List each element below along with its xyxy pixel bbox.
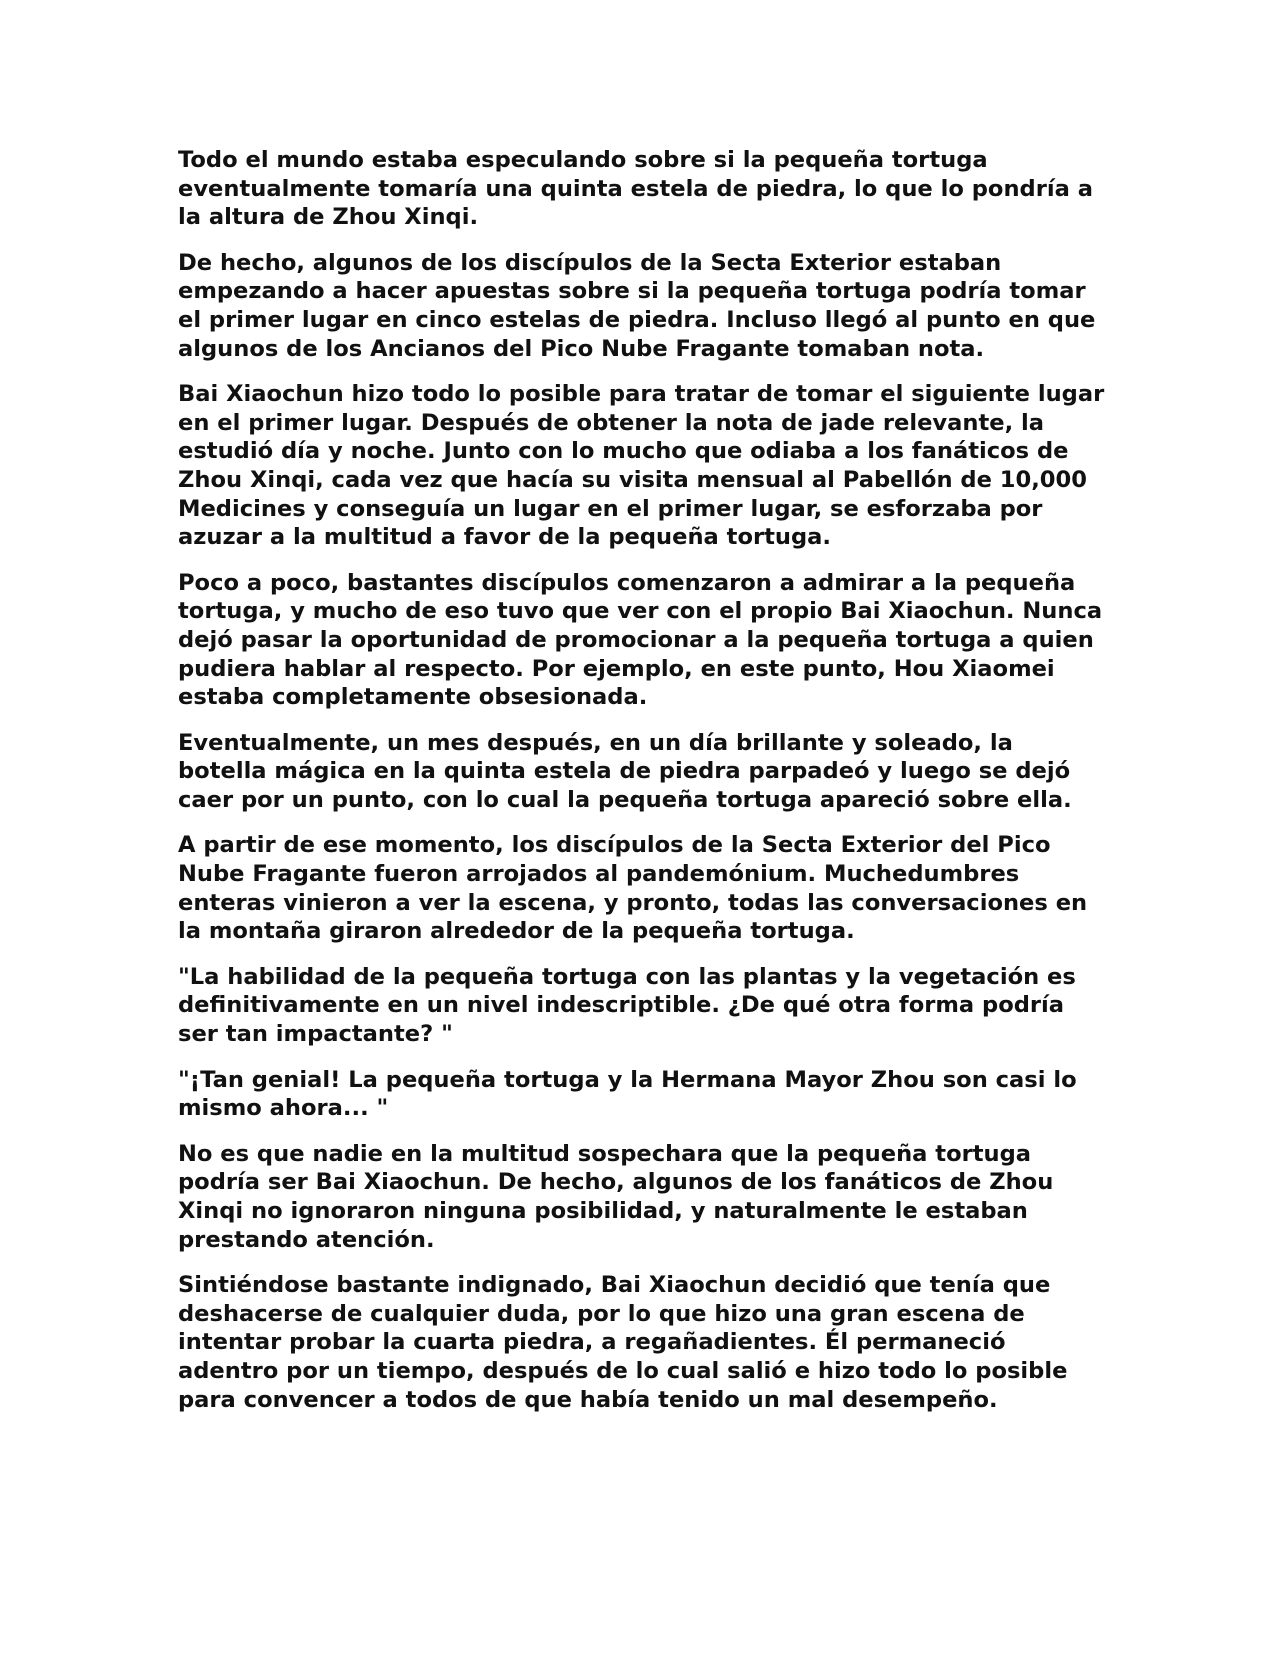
paragraph-1: Todo el mundo estaba especulando sobre si la pequeña tortuga eventualmente tomaría una quinta estela de piedra, lo que lo pondría a la altura de Zhou Xinqi. [178,147,1093,231]
paragraph-3: Bai Xiaochun hizo todo lo posible para tratar de tomar el siguiente lugar en el primer lugar. Después de obtener la nota de jade relevante, la estudió día y noche. Junto con lo mucho que odiaba a los fanáticos de Zhou Xinqi, cada vez que hacía su visita mensual al Pabellón de 10,000 Medicines y conseguía un lugar en el primer lugar, se esforzaba por azuzar a la multitud a favor de la pequeña tortuga. [178,381,1105,551]
paragraph-9: No es que nadie en la multitud sospechara que la pequeña tortuga podría ser Bai Xiaochun. De hecho, algunos de los fanáticos de Zhou Xinqi no ignoraron ninguna posibilidad, y naturalmente le estaban prestando atención. [178,1140,1054,1253]
paragraph-10: Sintiéndose bastante indignado, Bai Xiaochun decidió que tenía que deshacerse de cualquier duda, por lo que hizo una gran escena de intentar probar la cuarta piedra, a regañadientes. Él permaneció adentro por un tiempo, después de lo cual salió e hizo todo lo posible para convencer a todos de que había tenido un mal desempeño. [178,1272,1068,1413]
paragraph-6: A partir de ese momento, los discípulos de la Secta Exterior del Pico Nube Fragante fueron arrojados al pandemónium. Muchedumbres enteras vinieron a ver la escena, y pronto, todas las conversaciones en la montaña giraron alrededor de la pequeña tortuga. [178,832,1088,945]
document-body [178,146,1108,1431]
paragraph-2: De hecho, algunos de los discípulos de la Secta Exterior estaban empezando a hacer apuestas sobre si la pequeña tortuga podría tomar el primer lugar en cinco estelas de piedra. Incluso llegó al punto en que algunos de los Ancianos del Pico Nube Fragante tomaban nota. [178,249,1096,362]
paragraph-7: "La habilidad de la pequeña tortuga con las plantas y la vegetación es definitivamente en un nivel indescriptible. ¿De qué otra forma podría ser tan impactante? " [178,963,1076,1048]
paragraph-8: "¡Tan genial! La pequeña tortuga y la Hermana Mayor Zhou son casi lo mismo ahora... " [178,1066,1077,1122]
paragraph-4: Poco a poco, bastantes discípulos comenzaron a admirar a la pequeña tortuga, y mucho de eso tuvo que ver con el propio Bai Xiaochun. Nunca dejó pasar la oportunidad de promocionar a la pequeña tortuga a quien pudiera hablar al respecto. Por ejemplo, en este punto, Hou Xiaomei estaba completamente obsesionada. [178,569,1103,711]
paragraph-5: Eventualmente, un mes después, en un día brillante y soleado, la botella mágica en la quinta estela de piedra parpadeó y luego se dejó caer por un punto, con lo cual la pequeña tortuga apareció sobre ella. [178,729,1072,813]
